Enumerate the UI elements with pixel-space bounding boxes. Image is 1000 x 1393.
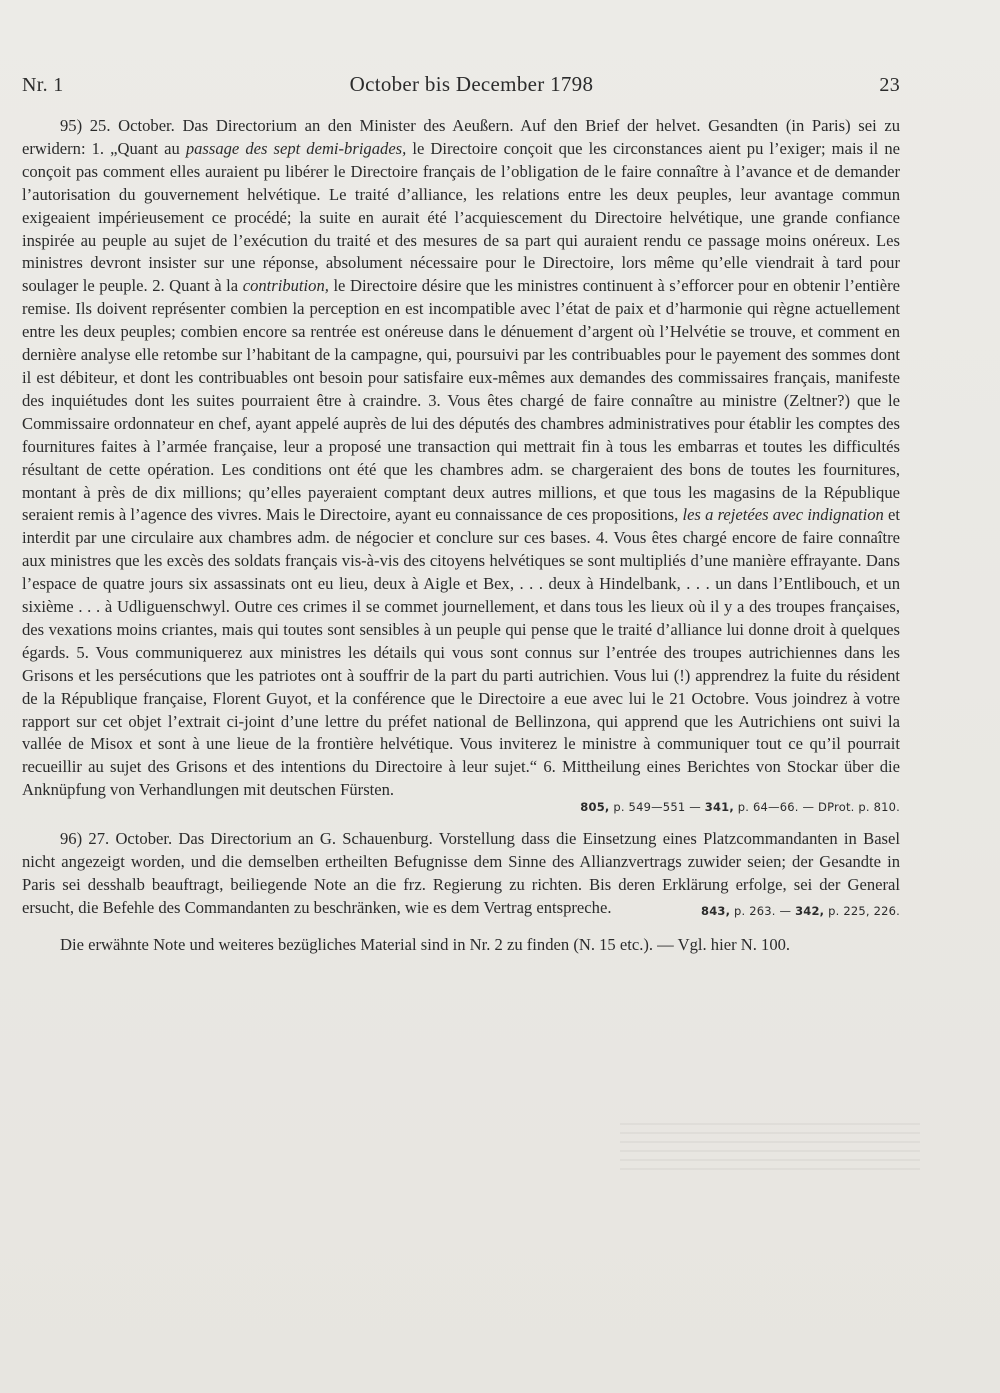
ref-pages-b: p. 64—66. — DProt. p. 810.	[733, 800, 900, 815]
volume-number: Nr. 1	[22, 74, 64, 96]
entry-95-text-2: le Directoire conçoit que les circonstances aient pu l’exiger; mais il ne conçoit pas comment elles auraient pu libérer le Directoire français de l’obligation de le faire connaître à l’avance et de demander l’autorisation du gouvernement helvétique. Le traité d’alliance, les relations entre les deux peuples, leur avantage commun exigeaient impérieusement ce procédé; la suite en aurait été l’acquiescement du Directoire helvétique, une grande confiance inspirée au peuple au sujet de l’exécution du traité et des mesures de sa part qui auraient rendu ce passage moins onéreux. Les ministres devront insister sur une réponse, absolument nécessaire pour le Directoire, lors même qu’elle viendrait à tard pour soulager le peuple. 2. Quant à la	[22, 138, 900, 296]
entry-95-references	[22, 800, 900, 814]
entry-95-italic-2: contribution,	[242, 276, 329, 296]
ref-pages-d: p. 225, 226.	[824, 903, 900, 918]
entry-96-references	[701, 904, 900, 918]
editorial-note-text: Die erwähnte Note und weiteres bezügliches Material sind in Nr. 2 zu finden (N. 15 etc.). — Vgl. hier N. 100.	[60, 934, 791, 954]
running-header	[22, 72, 900, 97]
entry-96-wrap	[22, 828, 900, 920]
entry-95-italic-1: passage des sept demi-brigades,	[185, 138, 407, 158]
entry-95	[22, 115, 900, 802]
running-title: October bis December 1798	[349, 72, 594, 96]
entry-96-text: 96) 27. October. Das Directorium an G. Schauenburg. Vorstellung dass die Einsetzung eines Platzcommandanten in Basel nicht angezeigt worden, und die demselben ertheilten Befugnisse dem Sinne des Allianzvertrags zuwider seien; der Gesandte in Paris sei desshalb beauftragt, beiliegende Note an die frz. Regierung zu richten. Bis deren Erklärung erfolge, sei der General ersucht, die Befehle des Commandanten zu beschränken, wie es dem Vertrag entspreche.	[22, 829, 900, 917]
ref-volume-b: 341,	[704, 800, 734, 815]
ref-pages-a: p. 549—551 —	[609, 800, 705, 815]
ref-volume-c: 843,	[701, 903, 731, 918]
entry-95-text-1: 95) 25. October. Das Directorium an den Minister des Aeußern. Auf den Brief der helvet. Gesandten (in Paris) sei zu erwidern: 1. „Quant au	[22, 116, 900, 158]
editorial-note	[22, 934, 900, 957]
entry-95-text-3: le Directoire désire que les ministres continuent à s’efforcer pour en obtenir l’entière remise. Ils doivent représenter combien la perception en est incompatible avec l’état de paix et d’harmonie qui règne actuellement entre les deux peuples; combien encore sa rentrée est onéreuse dans le dénuement d’argent où l’Helvétie se trouve, et comment en dernière analyse elle retombe sur l’habitant de la campagne, qui, poursuivi par les contribuables pour le payement des sommes dont il est débiteur, et dont les contribuables ont besoin pour satisfaire eux-mêmes aux demandes des commissaires français, manifeste des inquiétudes dont les suites pourraient être à craindre. 3. Vous êtes chargé de faire connaître au ministre (Zeltner?) que le Commissaire ordonnateur en chef, ayant appelé auprès de lui des députés des chambres administratives pour établir les comptes des fournitures faites à l’armée française, leur a proposé une transaction qui mettrait fin à tous les embarras et toutes les difficultés résultant de cette opération. Les conditions ont été que les chambres adm. se chargeraient des bons de toutes les fournitures, montant à près de dix millions; qu’elles payeraient comptant deux autres millions, et que tous les magasins de la République seraient remis à l’agence des vivres. Mais le Directoire, ayant eu connaissance de ces propositions,	[22, 276, 900, 525]
bleed-through-shadow	[620, 1123, 920, 1173]
entry-95-italic-3: les a rejetées avec indignation	[682, 505, 884, 525]
entry-95-text-4: et interdit par une circulaire aux chambres adm. de négocier et conclure sur ces bases. 4. Vous êtes chargé encore de faire connaître aux ministres que les excès des soldats français vis-à-vis des citoyens helvétiques se sont multipliés d’une manière effrayante. Dans l’espace de quatre jours six assassinats ont eu lieu, deux à Aigle et Bex, . . . deux à Hindelbank, . . . un dans l’Entlibouch, et un sixième . . . à Udliguenschwyl. Outre ces crimes il se commet journellement, et dans tous les lieux où il y a des troupes françaises, des vexations moins criantes, mais qui toutes sont sensibles à un peuple qui pense que le traité d’alliance lui donne droit à quelques égards. 5. Vous communiquerez aux ministres les détails qui vous sont connus sur l’entrée des troupes autrichiennes dans les Grisons et les persécutions que les patriotes ont à souffrir de la part du parti autrichien. Vous lui (!) apprendrez la fuite du résident de la République française, Florent Guyot, et la conférence que le Directoire a eue avec lui le 21 Octobre. Vous joindrez à votre rapport sur cet objet l’extrait ci-joint d’une lettre du préfet national de Bellinzona, qui apprend que les Autrichiens ont suivi la vallée de Misox et sont à une lieue de la frontière helvétique. Vous inviterez le ministre à communiquer tout ce qu’il pourrait recueillir au sujet des Grisons et des intentions du Directoire à leur sujet.“ 6. Mittheilung eines Berichtes von Stockar über die Anknüpfung von Verhandlungen mit deutschen Fürsten.	[22, 505, 901, 800]
page-number: 23	[879, 74, 900, 96]
ref-pages-c: p. 263. —	[730, 903, 796, 918]
ref-volume-d: 342,	[795, 903, 825, 918]
ref-volume-a: 805,	[580, 800, 610, 815]
